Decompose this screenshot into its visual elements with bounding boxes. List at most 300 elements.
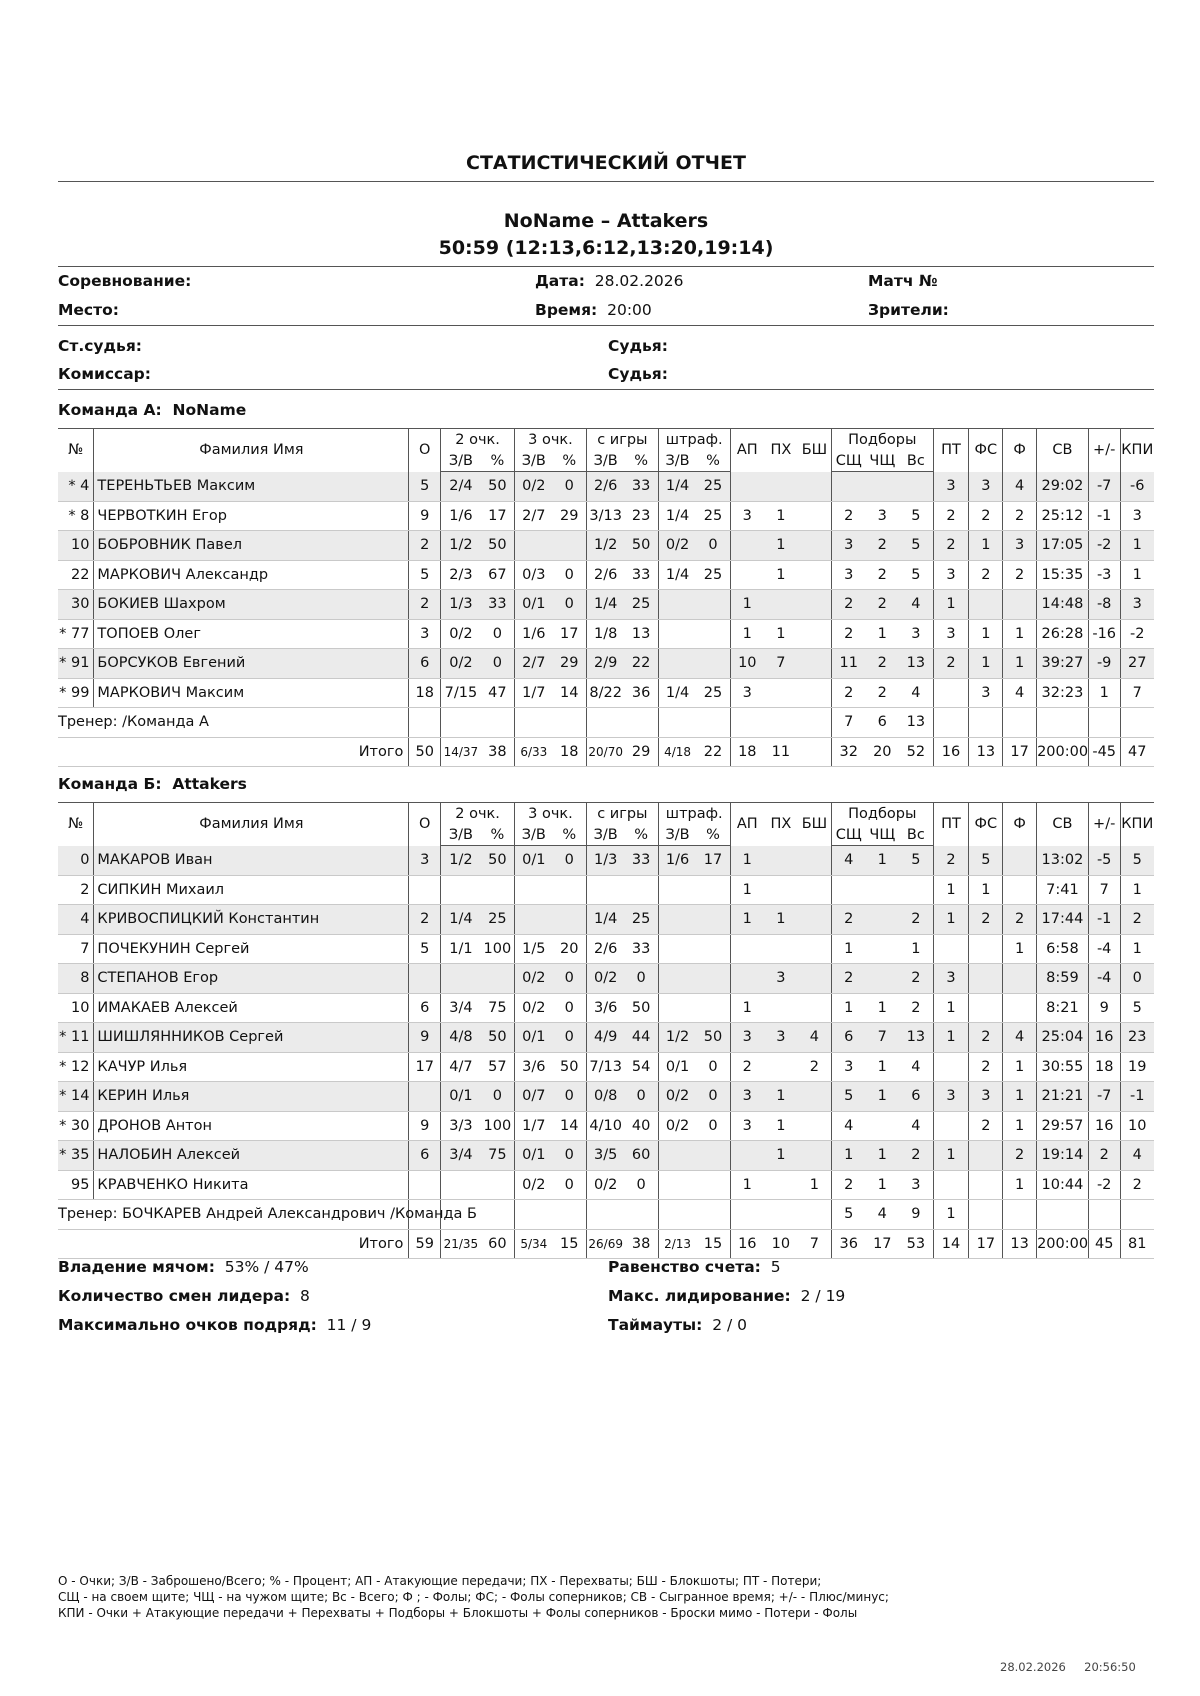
stat-p3p: 0 <box>553 993 587 1023</box>
total-fgp: 38 <box>624 1229 658 1259</box>
stat-to <box>933 1170 969 1200</box>
stat-kpi: 23 <box>1120 1023 1154 1053</box>
stat-ast: 1 <box>730 590 764 620</box>
col-ast-header: АП <box>730 803 764 846</box>
stat-ast <box>730 964 764 994</box>
stat-p3p: 0 <box>553 1023 587 1053</box>
total-p3: 6/33 <box>515 737 553 767</box>
competition-field <box>58 272 191 290</box>
stat-p3: 0/2 <box>515 1170 553 1200</box>
stat-p3p: 20 <box>553 934 587 964</box>
stat-fg: 0/2 <box>586 1170 624 1200</box>
stat-fd <box>969 964 1003 994</box>
stat-fd: 2 <box>969 1111 1003 1141</box>
stat-kpi: 3 <box>1120 501 1154 531</box>
total-label: Итого <box>58 737 409 767</box>
col-pct-header: % <box>624 450 658 472</box>
player-row <box>58 875 1154 905</box>
stat-pm: -3 <box>1088 560 1120 590</box>
stat-pf: 1 <box>1003 934 1037 964</box>
stat-ft <box>658 934 696 964</box>
stat-fgp: 25 <box>624 905 658 935</box>
total-p2: 21/35 <box>441 1229 481 1259</box>
stat-fg: 7/13 <box>586 1052 624 1082</box>
stat-pts: 5 <box>409 472 441 502</box>
stat-rd: 3 <box>832 560 866 590</box>
stat-ft <box>658 590 696 620</box>
stat-pm: -5 <box>1088 846 1120 876</box>
stat-blk: 4 <box>798 1023 832 1053</box>
stat-pts <box>409 1170 441 1200</box>
stat-ro: 2 <box>865 531 899 561</box>
coach-name: БОЧКАРЕВ Андрей Александрович <box>122 1206 386 1223</box>
stat-fg: 8/22 <box>586 678 624 708</box>
stat-pf: 1 <box>1003 649 1037 679</box>
stat-min: 7:41 <box>1037 875 1089 905</box>
player-number: 2 <box>58 875 94 905</box>
col-made-att-header: З/В <box>586 450 624 472</box>
total-fgp: 29 <box>624 737 658 767</box>
stat-kpi: 7 <box>1120 678 1154 708</box>
player-number: * 35 <box>58 1141 94 1171</box>
stat-fg: 0/2 <box>586 964 624 994</box>
stat-p3: 2/7 <box>515 649 553 679</box>
stat-ftp <box>696 708 730 738</box>
stat-stl: 3 <box>764 964 798 994</box>
stat-to: 3 <box>933 619 969 649</box>
stat-min: 17:05 <box>1037 531 1089 561</box>
stat-pts <box>409 708 441 738</box>
stat-p3: 0/2 <box>515 472 553 502</box>
stat-fd: 2 <box>969 501 1003 531</box>
stat-ast <box>730 560 764 590</box>
coach-cell <box>58 1200 477 1230</box>
stat-blk <box>798 472 832 502</box>
player-name: ТЕРЕНЬТЬЕВ Максим <box>94 472 409 502</box>
team-a-stats-table <box>58 428 1154 767</box>
stat-ro <box>865 964 899 994</box>
stat-ftp: 17 <box>696 846 730 876</box>
stat-fgp: 33 <box>624 560 658 590</box>
max-run-label: Максимально очков подряд: <box>58 1316 317 1334</box>
stat-kpi <box>1120 708 1154 738</box>
stat-p2p: 100 <box>481 1111 515 1141</box>
col-blk-header: БШ <box>798 803 832 846</box>
stat-blk <box>798 964 832 994</box>
referee-2-label: Судья: <box>608 365 668 383</box>
stat-p3 <box>515 708 553 738</box>
stat-fg: 1/2 <box>586 531 624 561</box>
total-to: 16 <box>933 737 969 767</box>
stat-rt: 4 <box>899 590 933 620</box>
stat-rt: 4 <box>899 678 933 708</box>
player-name: ЧЕРВОТКИН Егор <box>94 501 409 531</box>
stat-min: 19:14 <box>1037 1141 1089 1171</box>
stat-pm: -4 <box>1088 964 1120 994</box>
stat-p3p: 14 <box>553 1111 587 1141</box>
stat-ro <box>865 472 899 502</box>
stat-pf <box>1003 993 1037 1023</box>
stat-pm: -9 <box>1088 649 1120 679</box>
coach-team: /Команда Б <box>390 1206 477 1223</box>
col-made-att-header: З/В <box>515 824 553 846</box>
stat-fgp: 13 <box>624 619 658 649</box>
total-row <box>58 1229 1154 1259</box>
place-label: Место: <box>58 301 119 319</box>
stat-p3p: 14 <box>553 678 587 708</box>
stat-ro: 1 <box>865 1052 899 1082</box>
stat-p2p: 50 <box>481 846 515 876</box>
player-row <box>58 590 1154 620</box>
max-lead-field <box>608 1287 845 1305</box>
stat-ro: 1 <box>865 993 899 1023</box>
col-fd-header: ФС <box>969 429 1003 472</box>
stat-to <box>933 678 969 708</box>
col-pct-header: % <box>696 824 730 846</box>
stat-blk <box>798 1141 832 1171</box>
stat-kpi: 5 <box>1120 993 1154 1023</box>
stat-kpi <box>1120 1200 1154 1230</box>
col-kpi-header: КПИ <box>1120 803 1154 846</box>
stat-stl: 1 <box>764 1111 798 1141</box>
stat-ast <box>730 934 764 964</box>
stat-ftp <box>696 1200 730 1230</box>
stat-ftp: 50 <box>696 1023 730 1053</box>
total-ft: 4/18 <box>658 737 696 767</box>
stat-pts: 5 <box>409 934 441 964</box>
player-name: ШИШЛЯННИКОВ Сергей <box>94 1023 409 1053</box>
date-value: 28.02.2026 <box>594 272 684 290</box>
total-stl: 11 <box>764 737 798 767</box>
stat-fd: 2 <box>969 1023 1003 1053</box>
stat-p3p: 0 <box>553 1141 587 1171</box>
player-number: 0 <box>58 846 94 876</box>
col-name-header: Фамилия Имя <box>94 429 409 472</box>
player-row <box>58 531 1154 561</box>
stat-rd <box>832 472 866 502</box>
stat-ftp: 25 <box>696 472 730 502</box>
col-made-att-header: З/В <box>586 824 624 846</box>
stat-rt: 13 <box>899 1023 933 1053</box>
stat-rd: 2 <box>832 619 866 649</box>
player-name: МАРКОВИЧ Александр <box>94 560 409 590</box>
stat-pm: -7 <box>1088 472 1120 502</box>
coach-team: /Команда А <box>122 714 209 731</box>
match-score: 50:59 (12:13,6:12,13:20,19:14) <box>438 237 774 259</box>
stat-fd: 1 <box>969 619 1003 649</box>
coach-row <box>58 708 1154 738</box>
max-run-value: 11 / 9 <box>326 1316 372 1334</box>
stat-ft: 0/1 <box>658 1052 696 1082</box>
stat-fd <box>969 1141 1003 1171</box>
stat-p2p <box>481 875 515 905</box>
stat-fd: 3 <box>969 678 1003 708</box>
stat-pts: 3 <box>409 619 441 649</box>
player-number: 8 <box>58 964 94 994</box>
stat-pts: 2 <box>409 531 441 561</box>
stat-fgp: 40 <box>624 1111 658 1141</box>
stat-p2: 1/3 <box>441 590 481 620</box>
legend-line: СЩ - на своем щите; ЧЩ - на чужом щите; Вс - Всего; Ф ; - Фолы; ФС; - Фолы соперников; СВ - Сыгранное время; +/- - Плюс/минус; <box>58 1590 889 1604</box>
stat-kpi: -2 <box>1120 619 1154 649</box>
stat-rt <box>899 875 933 905</box>
stat-ro: 2 <box>865 678 899 708</box>
stat-ro: 7 <box>865 1023 899 1053</box>
stat-ft <box>658 875 696 905</box>
stat-rd: 5 <box>832 1200 866 1230</box>
stat-ast: 3 <box>730 678 764 708</box>
lead-changes-field <box>58 1287 310 1305</box>
stat-pf: 1 <box>1003 1170 1037 1200</box>
player-name: БОРСУКОВ Евгений <box>94 649 409 679</box>
stat-to: 2 <box>933 501 969 531</box>
player-name: СТЕПАНОВ Егор <box>94 964 409 994</box>
player-number: * 30 <box>58 1111 94 1141</box>
lead-changes-label: Количество смен лидера: <box>58 1287 291 1305</box>
stat-min: 8:21 <box>1037 993 1089 1023</box>
player-row <box>58 934 1154 964</box>
total-ro: 17 <box>865 1229 899 1259</box>
stat-stl: 1 <box>764 531 798 561</box>
stat-pf: 1 <box>1003 1111 1037 1141</box>
commissioner-field <box>58 365 151 383</box>
player-row <box>58 1023 1154 1053</box>
stat-pm: -16 <box>1088 619 1120 649</box>
col-ast-header: АП <box>730 429 764 472</box>
player-row <box>58 1052 1154 1082</box>
stat-fg: 1/8 <box>586 619 624 649</box>
stat-fgp: 0 <box>624 1082 658 1112</box>
stat-rd: 2 <box>832 678 866 708</box>
stat-fd <box>969 590 1003 620</box>
stat-ro <box>865 905 899 935</box>
total-rd: 32 <box>832 737 866 767</box>
divider <box>58 266 1154 267</box>
stat-blk <box>798 875 832 905</box>
stat-pm <box>1088 708 1120 738</box>
stat-fg: 2/6 <box>586 934 624 964</box>
stat-rd <box>832 875 866 905</box>
stat-stl <box>764 1052 798 1082</box>
col-pm-header: +/- <box>1088 429 1120 472</box>
stat-rt: 3 <box>899 619 933 649</box>
match-number-label: Матч № <box>868 272 938 290</box>
stat-pm: 9 <box>1088 993 1120 1023</box>
stat-to: 3 <box>933 560 969 590</box>
col-min-header: СВ <box>1037 429 1089 472</box>
player-row <box>58 905 1154 935</box>
stat-fg: 4/10 <box>586 1111 624 1141</box>
stat-ft: 1/2 <box>658 1023 696 1053</box>
stat-ftp <box>696 964 730 994</box>
total-ro: 20 <box>865 737 899 767</box>
total-row <box>58 737 1154 767</box>
stat-pf: 3 <box>1003 531 1037 561</box>
stat-p2: 7/15 <box>441 678 481 708</box>
stat-ftp: 25 <box>696 560 730 590</box>
stat-ftp: 0 <box>696 1052 730 1082</box>
stat-p2 <box>441 708 481 738</box>
stat-p2p <box>481 708 515 738</box>
stat-ftp <box>696 875 730 905</box>
stat-p3p: 0 <box>553 1170 587 1200</box>
player-name: КРАВЧЕНКО Никита <box>94 1170 409 1200</box>
stat-pm: -7 <box>1088 1082 1120 1112</box>
stat-ro: 3 <box>865 501 899 531</box>
stat-to: 1 <box>933 993 969 1023</box>
stat-blk <box>798 619 832 649</box>
stat-pf <box>1003 1200 1037 1230</box>
time-value: 20:00 <box>607 301 652 319</box>
stat-min: 13:02 <box>1037 846 1089 876</box>
player-name: МАРКОВИЧ Максим <box>94 678 409 708</box>
legend-line: КПИ - Очки + Атакующие передачи + Перехваты + Подборы + Блокшоты + Фолы соперников - Броски мимо - Потери - Фолы <box>58 1606 858 1620</box>
max-lead-value: 2 / 19 <box>800 1287 846 1305</box>
total-pf: 13 <box>1003 1229 1037 1259</box>
stat-blk <box>798 934 832 964</box>
player-row <box>58 472 1154 502</box>
stat-p3: 3/6 <box>515 1052 553 1082</box>
stat-min: 29:57 <box>1037 1111 1089 1141</box>
legend-line: О - Очки; З/В - Заброшено/Всего; % - Процент; АП - Атакующие передачи; ПХ - Перехваты; БШ - Блокшоты; ПТ - Потери; <box>58 1574 822 1588</box>
col-made-att-header: З/В <box>658 450 696 472</box>
stat-rt: 6 <box>899 1082 933 1112</box>
stat-fgp: 25 <box>624 590 658 620</box>
stat-fd <box>969 708 1003 738</box>
stat-kpi: 19 <box>1120 1052 1154 1082</box>
stat-blk <box>798 531 832 561</box>
stat-fg: 0/8 <box>586 1082 624 1112</box>
stat-p2: 2/3 <box>441 560 481 590</box>
stat-pf: 4 <box>1003 1023 1037 1053</box>
stat-fgp: 50 <box>624 993 658 1023</box>
stat-pm: 16 <box>1088 1111 1120 1141</box>
stat-ast: 1 <box>730 875 764 905</box>
stat-p3p: 17 <box>553 619 587 649</box>
stat-p3: 0/1 <box>515 590 553 620</box>
player-name: НАЛОБИН Алексей <box>94 1141 409 1171</box>
stat-pf <box>1003 875 1037 905</box>
timeouts-label: Таймауты: <box>608 1316 703 1334</box>
team-b-stats-table <box>58 802 1154 1259</box>
stat-fgp: 60 <box>624 1141 658 1171</box>
spectators-field <box>868 301 949 319</box>
stat-ft <box>658 1200 696 1230</box>
col-reb-def-header: СЩ <box>832 824 866 846</box>
stat-fgp: 36 <box>624 678 658 708</box>
stat-to: 2 <box>933 531 969 561</box>
col-3pt-header: 3 очк. <box>515 429 587 451</box>
stat-blk <box>798 846 832 876</box>
stat-p2p: 0 <box>481 1082 515 1112</box>
player-name: ТОПОЕВ Олег <box>94 619 409 649</box>
stat-ast: 1 <box>730 1170 764 1200</box>
col-pm-header: +/- <box>1088 803 1120 846</box>
col-pct-header: % <box>553 824 587 846</box>
stat-pm: -4 <box>1088 934 1120 964</box>
stat-pts: 6 <box>409 649 441 679</box>
total-ast: 16 <box>730 1229 764 1259</box>
stat-p3 <box>515 531 553 561</box>
total-pm: 45 <box>1088 1229 1120 1259</box>
stat-stl <box>764 678 798 708</box>
time-field <box>535 301 652 319</box>
player-row <box>58 678 1154 708</box>
stat-ft: 1/4 <box>658 678 696 708</box>
stat-pm: -8 <box>1088 590 1120 620</box>
stat-to: 1 <box>933 875 969 905</box>
stat-ro: 1 <box>865 846 899 876</box>
stat-min: 30:55 <box>1037 1052 1089 1082</box>
stat-ftp <box>696 649 730 679</box>
stat-ast: 1 <box>730 846 764 876</box>
divider <box>58 325 1154 326</box>
total-rt: 53 <box>899 1229 933 1259</box>
stat-to: 3 <box>933 964 969 994</box>
stat-blk <box>798 649 832 679</box>
stat-p2: 1/6 <box>441 501 481 531</box>
col-name-header: Фамилия Имя <box>94 803 409 846</box>
stat-p3: 0/2 <box>515 993 553 1023</box>
coach-cell <box>58 708 409 738</box>
stat-kpi: 1 <box>1120 875 1154 905</box>
total-fg: 26/69 <box>586 1229 624 1259</box>
spectators-label: Зрители: <box>868 301 949 319</box>
stat-fg: 3/6 <box>586 993 624 1023</box>
possession-label: Владение мячом: <box>58 1258 215 1276</box>
stat-ft <box>658 993 696 1023</box>
stat-rt: 2 <box>899 964 933 994</box>
stat-fgp: 33 <box>624 472 658 502</box>
stat-p2p: 25 <box>481 905 515 935</box>
time-label: Время: <box>535 301 598 319</box>
player-name: КАЧУР Илья <box>94 1052 409 1082</box>
print-time: 20:56:50 <box>1084 1660 1136 1674</box>
col-rebounds-header: Подборы <box>832 429 933 451</box>
stat-p3: 0/2 <box>515 964 553 994</box>
stat-to: 3 <box>933 1082 969 1112</box>
stat-blk <box>798 1200 832 1230</box>
stat-ast: 10 <box>730 649 764 679</box>
stat-pts: 6 <box>409 993 441 1023</box>
stat-min: 26:28 <box>1037 619 1089 649</box>
stat-p3: 0/1 <box>515 846 553 876</box>
stat-blk <box>798 678 832 708</box>
total-ft: 2/13 <box>658 1229 696 1259</box>
player-row <box>58 619 1154 649</box>
stat-blk <box>798 1111 832 1141</box>
stat-fd <box>969 934 1003 964</box>
stat-ft <box>658 1141 696 1171</box>
col-reb-tot-header: Вс <box>899 450 933 472</box>
player-number: * 4 <box>58 472 94 502</box>
total-ast: 18 <box>730 737 764 767</box>
stat-stl <box>764 993 798 1023</box>
stat-fgp: 44 <box>624 1023 658 1053</box>
total-ftp: 15 <box>696 1229 730 1259</box>
stat-to: 1 <box>933 905 969 935</box>
player-number: * 99 <box>58 678 94 708</box>
stat-pm: -1 <box>1088 905 1120 935</box>
stat-stl: 1 <box>764 1082 798 1112</box>
possession-value: 53% / 47% <box>224 1258 309 1276</box>
stat-p2p: 0 <box>481 619 515 649</box>
stat-ast <box>730 472 764 502</box>
stat-rd: 4 <box>832 846 866 876</box>
stat-stl <box>764 875 798 905</box>
stat-p3p: 0 <box>553 560 587 590</box>
stat-p2p: 100 <box>481 934 515 964</box>
